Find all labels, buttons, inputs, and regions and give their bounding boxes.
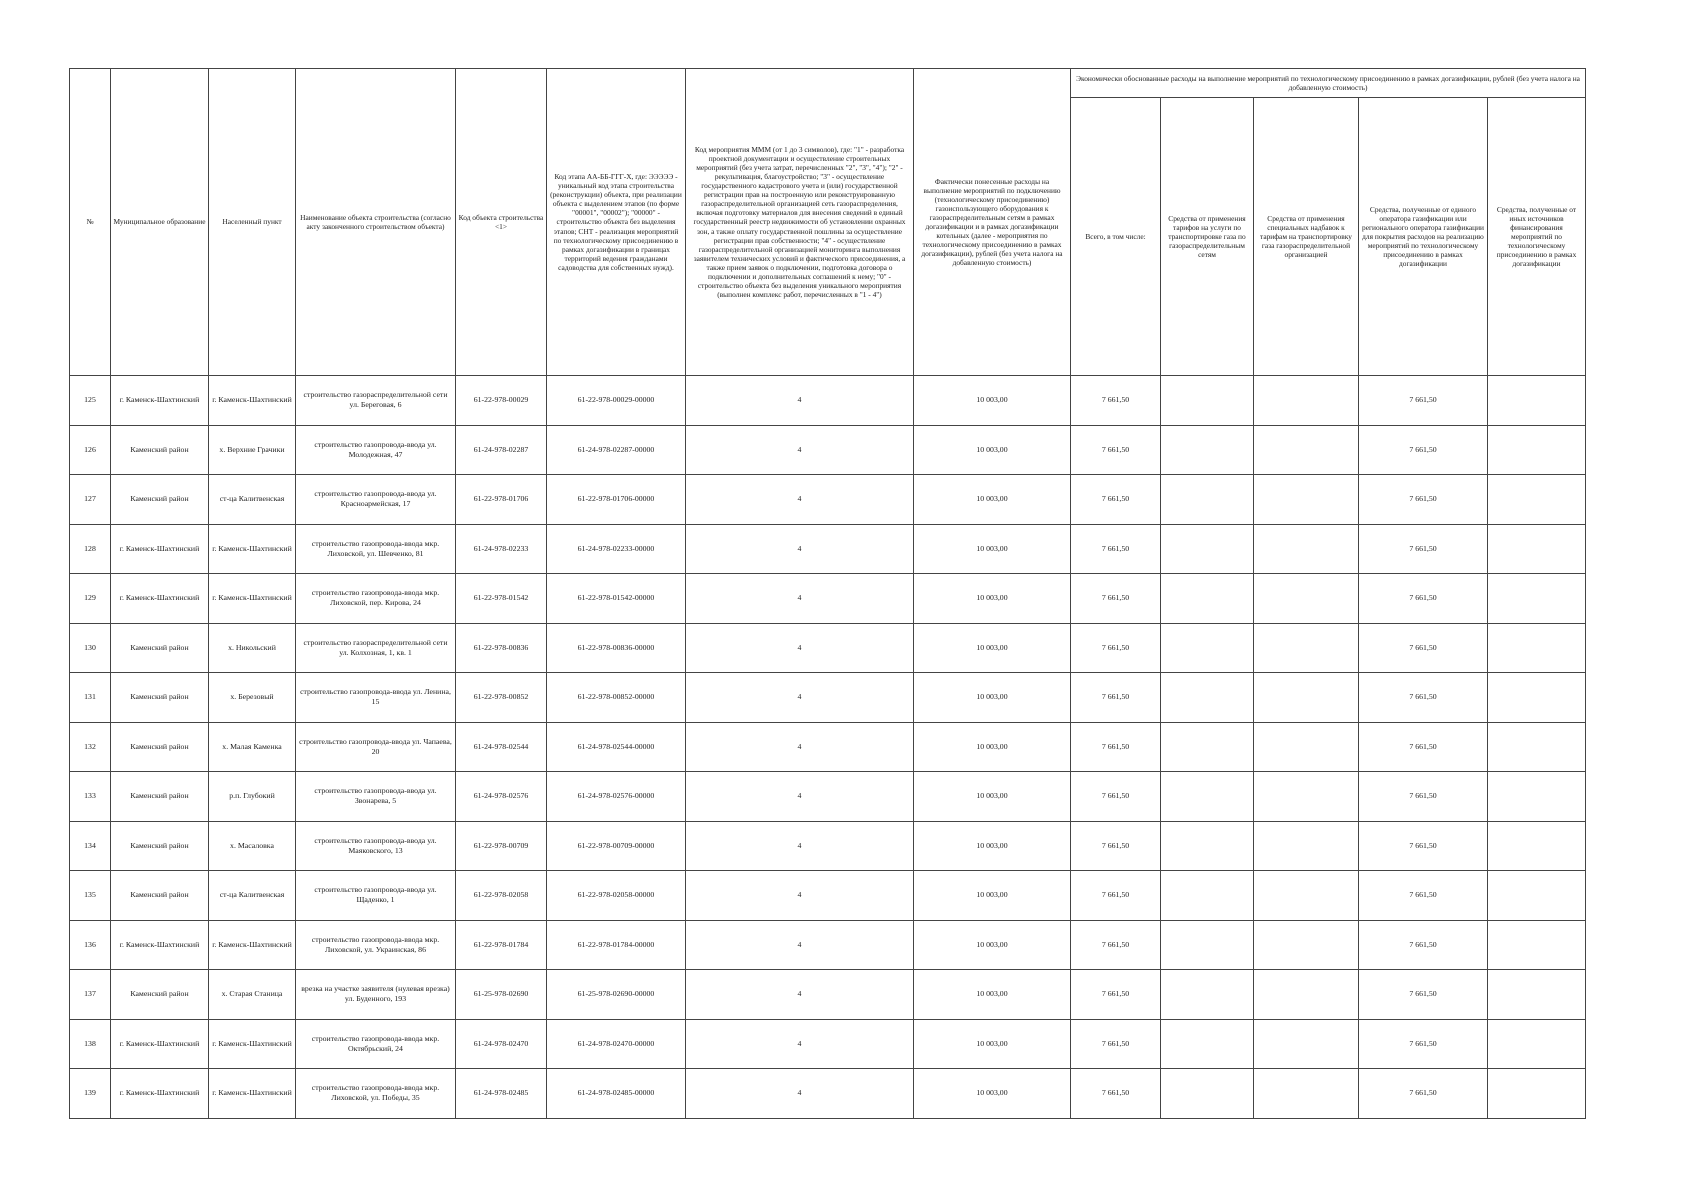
tariff-funds-cell <box>1161 1019 1254 1069</box>
event-code-cell: 4 <box>686 475 914 525</box>
surcharge-funds-cell <box>1254 970 1359 1020</box>
municipality-cell: Каменский район <box>111 871 209 921</box>
settlement-cell: г. Каменск-Шахтинский <box>209 1069 296 1119</box>
settlement-cell: г. Каменск-Шахтинский <box>209 376 296 426</box>
surcharge-funds-cell <box>1254 376 1359 426</box>
event-code-cell: 4 <box>686 425 914 475</box>
surcharge-funds-cell <box>1254 475 1359 525</box>
header-num: № <box>70 69 111 376</box>
surcharge-funds-cell <box>1254 871 1359 921</box>
object-name-cell: строительство газопровода-ввода ул. Щаденко, 1 <box>296 871 456 921</box>
total-cell: 7 661,50 <box>1071 524 1161 574</box>
table-row <box>70 425 1586 475</box>
municipality-cell: г. Каменск-Шахтинский <box>111 1019 209 1069</box>
settlement-cell: г. Каменск-Шахтинский <box>209 1019 296 1069</box>
tariff-funds-cell <box>1161 623 1254 673</box>
other-funds-cell <box>1488 623 1586 673</box>
settlement-cell: р.п. Глубокий <box>209 772 296 822</box>
stage-code-cell: 61-22-978-02058-00000 <box>547 871 686 921</box>
total-cell: 7 661,50 <box>1071 1069 1161 1119</box>
tariff-funds-cell <box>1161 376 1254 426</box>
object-name-cell: строительство газораспределительной сети ул. Береговая, 6 <box>296 376 456 426</box>
object-code-cell: 61-22-978-00029 <box>456 376 547 426</box>
row-number: 131 <box>70 673 111 723</box>
settlement-cell: х. Малая Каменка <box>209 722 296 772</box>
object-code-cell: 61-24-978-02287 <box>456 425 547 475</box>
settlement-cell: х. Березовый <box>209 673 296 723</box>
actual-costs-cell: 10 003,00 <box>914 871 1071 921</box>
operator-funds-cell: 7 661,50 <box>1359 1019 1488 1069</box>
row-number: 133 <box>70 772 111 822</box>
event-code-cell: 4 <box>686 821 914 871</box>
row-number: 137 <box>70 970 111 1020</box>
table-row <box>70 871 1586 921</box>
object-code-cell: 61-24-978-02233 <box>456 524 547 574</box>
total-cell: 7 661,50 <box>1071 722 1161 772</box>
row-number: 138 <box>70 1019 111 1069</box>
object-code-cell: 61-25-978-02690 <box>456 970 547 1020</box>
object-code-cell: 61-22-978-02058 <box>456 871 547 921</box>
tariff-funds-cell <box>1161 475 1254 525</box>
header-object-code: Код объекта строительства <1> <box>456 69 547 376</box>
table-body <box>70 376 1586 1119</box>
table-row <box>70 1069 1586 1119</box>
surcharge-funds-cell <box>1254 623 1359 673</box>
object-code-cell: 61-22-978-00852 <box>456 673 547 723</box>
municipality-cell: Каменский район <box>111 772 209 822</box>
actual-costs-cell: 10 003,00 <box>914 524 1071 574</box>
stage-code-cell: 61-24-978-02544-00000 <box>547 722 686 772</box>
total-cell: 7 661,50 <box>1071 920 1161 970</box>
stage-code-cell: 61-24-978-02287-00000 <box>547 425 686 475</box>
header-econ-group: Экономически обоснованные расходы на выполнение мероприятий по технологическому присоединению в рамках догазификации, рублей (без учета налога на добавленную стоимость) <box>1071 69 1586 98</box>
settlement-cell: ст-ца Калитвенская <box>209 475 296 525</box>
total-cell: 7 661,50 <box>1071 475 1161 525</box>
row-number: 127 <box>70 475 111 525</box>
operator-funds-cell: 7 661,50 <box>1359 871 1488 921</box>
municipality-cell: Каменский район <box>111 821 209 871</box>
municipality-cell: г. Каменск-Шахтинский <box>111 920 209 970</box>
event-code-cell: 4 <box>686 524 914 574</box>
object-name-cell: строительство газораспределительной сети ул. Колхозная, 1, кв. 1 <box>296 623 456 673</box>
municipality-cell: Каменский район <box>111 970 209 1020</box>
operator-funds-cell: 7 661,50 <box>1359 623 1488 673</box>
other-funds-cell <box>1488 1069 1586 1119</box>
total-cell: 7 661,50 <box>1071 970 1161 1020</box>
surcharge-funds-cell <box>1254 1069 1359 1119</box>
table-row <box>70 772 1586 822</box>
surcharge-funds-cell <box>1254 722 1359 772</box>
settlement-cell: ст-ца Калитвенская <box>209 871 296 921</box>
table-row <box>70 623 1586 673</box>
municipality-cell: г. Каменск-Шахтинский <box>111 574 209 624</box>
stage-code-cell: 61-24-978-02485-00000 <box>547 1069 686 1119</box>
settlement-cell: х. Масаловка <box>209 821 296 871</box>
stage-code-cell: 61-22-978-00709-00000 <box>547 821 686 871</box>
object-code-cell: 61-24-978-02576 <box>456 772 547 822</box>
actual-costs-cell: 10 003,00 <box>914 920 1071 970</box>
event-code-cell: 4 <box>686 673 914 723</box>
surcharge-funds-cell <box>1254 772 1359 822</box>
settlement-cell: г. Каменск-Шахтинский <box>209 524 296 574</box>
object-code-cell: 61-24-978-02485 <box>456 1069 547 1119</box>
header-total: Всего, в том числе: <box>1071 98 1161 376</box>
table-row <box>70 821 1586 871</box>
actual-costs-cell: 10 003,00 <box>914 376 1071 426</box>
tariff-funds-cell <box>1161 673 1254 723</box>
table-row <box>70 970 1586 1020</box>
header-surcharge-funds: Средства от применения специальных надбавок к тарифам на транспортировку газа газораспределительной организацией <box>1254 98 1359 376</box>
row-number: 132 <box>70 722 111 772</box>
other-funds-cell <box>1488 920 1586 970</box>
row-number: 129 <box>70 574 111 624</box>
event-code-cell: 4 <box>686 920 914 970</box>
tariff-funds-cell <box>1161 871 1254 921</box>
municipality-cell: г. Каменск-Шахтинский <box>111 1069 209 1119</box>
municipality-cell: Каменский район <box>111 425 209 475</box>
table-row <box>70 1019 1586 1069</box>
municipality-cell: Каменский район <box>111 673 209 723</box>
object-name-cell: строительство газопровода-ввода ул. Звонарева, 5 <box>296 772 456 822</box>
header-stage-code: Код этапа АА-ББ-ГГГ-Х, где: ЭЭЭЭЭ - уникальный код этапа строительства (реконструкции) объекта, при реализации объекта с выделением этапов (по форме "00001", "00002"); "00000" - строительство объекта без выделения этапов; СНТ - реализация мероприятий по технологическому присоединению в рамках догазификации в границах территорий ведения гражданами садоводства для собственных нужд). <box>547 69 686 376</box>
settlement-cell: г. Каменск-Шахтинский <box>209 574 296 624</box>
other-funds-cell <box>1488 475 1586 525</box>
actual-costs-cell: 10 003,00 <box>914 623 1071 673</box>
object-code-cell: 61-22-978-01542 <box>456 574 547 624</box>
tariff-funds-cell <box>1161 920 1254 970</box>
header-settlement: Населенный пункт <box>209 69 296 376</box>
object-code-cell: 61-24-978-02544 <box>456 722 547 772</box>
event-code-cell: 4 <box>686 970 914 1020</box>
tariff-funds-cell <box>1161 722 1254 772</box>
row-number: 134 <box>70 821 111 871</box>
settlement-cell: г. Каменск-Шахтинский <box>209 920 296 970</box>
header-operator-funds: Средства, полученные от единого оператора газификации или регионального оператора газификации для покрытия расходов на реализацию мероприятий по технологическому присоединению в рамках догазификации <box>1359 98 1488 376</box>
stage-code-cell: 61-22-978-00836-00000 <box>547 623 686 673</box>
tariff-funds-cell <box>1161 574 1254 624</box>
table-row <box>70 574 1586 624</box>
object-name-cell: строительство газопровода-ввода мкр. Октябрьский, 24 <box>296 1019 456 1069</box>
operator-funds-cell: 7 661,50 <box>1359 376 1488 426</box>
operator-funds-cell: 7 661,50 <box>1359 425 1488 475</box>
row-number: 139 <box>70 1069 111 1119</box>
operator-funds-cell: 7 661,50 <box>1359 1069 1488 1119</box>
event-code-cell: 4 <box>686 871 914 921</box>
other-funds-cell <box>1488 871 1586 921</box>
stage-code-cell: 61-22-978-00852-00000 <box>547 673 686 723</box>
object-code-cell: 61-24-978-02470 <box>456 1019 547 1069</box>
object-name-cell: врезка на участке заявителя (нулевая врезка) ул. Буденного, 193 <box>296 970 456 1020</box>
other-funds-cell <box>1488 970 1586 1020</box>
row-number: 130 <box>70 623 111 673</box>
other-funds-cell <box>1488 673 1586 723</box>
municipality-cell: Каменский район <box>111 722 209 772</box>
header-event-code: Код мероприятия МММ (от 1 до 3 символов), где: "1" - разработка проектной документации и осуществление строительных мероприятий (без учета затрат, перечисленных "2", "3", "4"); "2" - рекультивация, благоустройство; "3" - осуществление государственного кадастрового учета и (или) государственной регистрации прав на построенную или реконструированную газораспределительной организацией сеть газораспределения, включая подготовку материалов для внесения сведений в единый государственный реестр недвижимости об установлении охранных зон, а также оплату государственной пошлины за осуществление регистрации прав собственности; "4" - осуществление газораспределительной организацией мониторинга выполнения заявителем технических условий и фактического присоединения, а также прием заявок о подключении, подготовка договора о подключении и дополнительных соглашений к нему; "0" - строительство объекта без выделения уникального мероприятия (выполнен комплекс работ, перечисленных в "1 - 4") <box>686 69 914 376</box>
settlement-cell: х. Старая Станица <box>209 970 296 1020</box>
header-actual-costs: Фактически понесенные расходы на выполнение мероприятий по подключению (технологическому присоединению) газоиспользующего оборудования к газораспределительным сетям в рамках догазификации и в рамках догазификации котельных (далее - мероприятия по технологическому присоединению в рамках догазификации), рублей (без учета налога на добавленную стоимость) <box>914 69 1071 376</box>
event-code-cell: 4 <box>686 722 914 772</box>
event-code-cell: 4 <box>686 1069 914 1119</box>
object-name-cell: строительство газопровода-ввода ул. Красноармейская, 17 <box>296 475 456 525</box>
surcharge-funds-cell <box>1254 1019 1359 1069</box>
header-object-name: Наименование объекта строительства (согласно акту законченного строительством объекта) <box>296 69 456 376</box>
tariff-funds-cell <box>1161 772 1254 822</box>
stage-code-cell: 61-22-978-01784-00000 <box>547 920 686 970</box>
operator-funds-cell: 7 661,50 <box>1359 673 1488 723</box>
event-code-cell: 4 <box>686 623 914 673</box>
object-code-cell: 61-22-978-01706 <box>456 475 547 525</box>
actual-costs-cell: 10 003,00 <box>914 574 1071 624</box>
stage-code-cell: 61-22-978-01542-00000 <box>547 574 686 624</box>
other-funds-cell <box>1488 722 1586 772</box>
actual-costs-cell: 10 003,00 <box>914 821 1071 871</box>
tariff-funds-cell <box>1161 425 1254 475</box>
surcharge-funds-cell <box>1254 425 1359 475</box>
row-number: 126 <box>70 425 111 475</box>
table-row <box>70 722 1586 772</box>
table-row <box>70 524 1586 574</box>
total-cell: 7 661,50 <box>1071 871 1161 921</box>
stage-code-cell: 61-24-978-02470-00000 <box>547 1019 686 1069</box>
municipality-cell: г. Каменск-Шахтинский <box>111 376 209 426</box>
row-number: 136 <box>70 920 111 970</box>
tariff-funds-cell <box>1161 524 1254 574</box>
actual-costs-cell: 10 003,00 <box>914 970 1071 1020</box>
municipality-cell: Каменский район <box>111 623 209 673</box>
surcharge-funds-cell <box>1254 920 1359 970</box>
object-name-cell: строительство газопровода-ввода мкр. Лиховской, пер. Кирова, 24 <box>296 574 456 624</box>
actual-costs-cell: 10 003,00 <box>914 673 1071 723</box>
total-cell: 7 661,50 <box>1071 425 1161 475</box>
operator-funds-cell: 7 661,50 <box>1359 524 1488 574</box>
municipality-cell: Каменский район <box>111 475 209 525</box>
object-name-cell: строительство газопровода-ввода мкр. Лиховской, ул. Победы, 35 <box>296 1069 456 1119</box>
table-row <box>70 475 1586 525</box>
other-funds-cell <box>1488 574 1586 624</box>
object-name-cell: строительство газопровода-ввода ул. Чапаева, 20 <box>296 722 456 772</box>
settlement-cell: х. Верхние Грачики <box>209 425 296 475</box>
actual-costs-cell: 10 003,00 <box>914 1019 1071 1069</box>
total-cell: 7 661,50 <box>1071 574 1161 624</box>
object-name-cell: строительство газопровода-ввода ул. Ленина, 15 <box>296 673 456 723</box>
stage-code-cell: 61-24-978-02233-00000 <box>547 524 686 574</box>
row-number: 128 <box>70 524 111 574</box>
table-row <box>70 673 1586 723</box>
event-code-cell: 4 <box>686 574 914 624</box>
header-tariff-funds: Средства от применения тарифов на услуги по транспортировке газа по газораспределительным сетям <box>1161 98 1254 376</box>
total-cell: 7 661,50 <box>1071 376 1161 426</box>
tariff-funds-cell <box>1161 821 1254 871</box>
surcharge-funds-cell <box>1254 673 1359 723</box>
actual-costs-cell: 10 003,00 <box>914 475 1071 525</box>
total-cell: 7 661,50 <box>1071 821 1161 871</box>
operator-funds-cell: 7 661,50 <box>1359 821 1488 871</box>
event-code-cell: 4 <box>686 1019 914 1069</box>
object-name-cell: строительство газопровода-ввода ул. Маяковского, 13 <box>296 821 456 871</box>
total-cell: 7 661,50 <box>1071 623 1161 673</box>
operator-funds-cell: 7 661,50 <box>1359 920 1488 970</box>
total-cell: 7 661,50 <box>1071 772 1161 822</box>
stage-code-cell: 61-24-978-02576-00000 <box>547 772 686 822</box>
other-funds-cell <box>1488 1019 1586 1069</box>
operator-funds-cell: 7 661,50 <box>1359 970 1488 1020</box>
other-funds-cell <box>1488 772 1586 822</box>
object-name-cell: строительство газопровода-ввода мкр. Лиховской, ул. Украинская, 86 <box>296 920 456 970</box>
event-code-cell: 4 <box>686 772 914 822</box>
tariff-funds-cell <box>1161 970 1254 1020</box>
surcharge-funds-cell <box>1254 821 1359 871</box>
other-funds-cell <box>1488 376 1586 426</box>
costs-table <box>69 68 1586 1119</box>
tariff-funds-cell <box>1161 1069 1254 1119</box>
other-funds-cell <box>1488 821 1586 871</box>
object-code-cell: 61-22-978-00709 <box>456 821 547 871</box>
event-code-cell: 4 <box>686 376 914 426</box>
surcharge-funds-cell <box>1254 574 1359 624</box>
object-code-cell: 61-22-978-01784 <box>456 920 547 970</box>
stage-code-cell: 61-25-978-02690-00000 <box>547 970 686 1020</box>
other-funds-cell <box>1488 425 1586 475</box>
operator-funds-cell: 7 661,50 <box>1359 772 1488 822</box>
operator-funds-cell: 7 661,50 <box>1359 722 1488 772</box>
table-row <box>70 920 1586 970</box>
actual-costs-cell: 10 003,00 <box>914 1069 1071 1119</box>
settlement-cell: х. Никольский <box>209 623 296 673</box>
header-municipality: Муниципальное образование <box>111 69 209 376</box>
actual-costs-cell: 10 003,00 <box>914 722 1071 772</box>
actual-costs-cell: 10 003,00 <box>914 772 1071 822</box>
row-number: 135 <box>70 871 111 921</box>
operator-funds-cell: 7 661,50 <box>1359 475 1488 525</box>
header-other-funds: Средства, полученные от иных источников финансирования мероприятий по технологическому присоединению в рамках догазификации <box>1488 98 1586 376</box>
total-cell: 7 661,50 <box>1071 1019 1161 1069</box>
total-cell: 7 661,50 <box>1071 673 1161 723</box>
row-number: 125 <box>70 376 111 426</box>
surcharge-funds-cell <box>1254 524 1359 574</box>
municipality-cell: г. Каменск-Шахтинский <box>111 524 209 574</box>
object-code-cell: 61-22-978-00836 <box>456 623 547 673</box>
other-funds-cell <box>1488 524 1586 574</box>
stage-code-cell: 61-22-978-01706-00000 <box>547 475 686 525</box>
object-name-cell: строительство газопровода-ввода ул. Молодежная, 47 <box>296 425 456 475</box>
object-name-cell: строительство газопровода-ввода мкр. Лиховской, ул. Шевченко, 81 <box>296 524 456 574</box>
operator-funds-cell: 7 661,50 <box>1359 574 1488 624</box>
actual-costs-cell: 10 003,00 <box>914 425 1071 475</box>
stage-code-cell: 61-22-978-00029-00000 <box>547 376 686 426</box>
table-row <box>70 376 1586 426</box>
